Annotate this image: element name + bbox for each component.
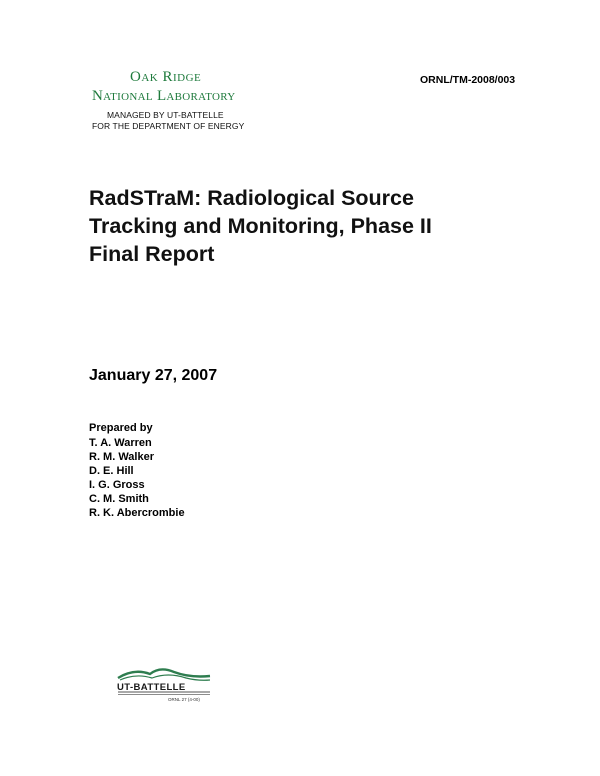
ut-battelle-wordmark: UT-BATTELLE: [117, 682, 186, 693]
author-name: C. M. Smith: [89, 493, 149, 505]
ornl-logo-line1: Oak Ridge: [130, 69, 202, 85]
author-name: I. G. Gross: [89, 479, 145, 491]
author-list: [89, 436, 185, 520]
author-name: T. A. Warren: [89, 437, 152, 449]
ornl-logo-line2: National Laboratory: [92, 88, 236, 104]
author-name: R. M. Walker: [89, 451, 154, 463]
form-code: ORNL 27 (4-00): [168, 697, 200, 702]
document-date: January 27, 2007: [89, 367, 218, 384]
prepared-by-label: Prepared by: [89, 422, 153, 434]
department-text: FOR THE DEPARTMENT OF ENERGY: [92, 121, 245, 131]
author-name: D. E. Hill: [89, 465, 134, 477]
document-title: [89, 184, 529, 268]
title-line-1: RadSTraM: Radiological Source: [89, 186, 414, 210]
report-number: ORNL/TM-2008/003: [420, 74, 516, 86]
title-line-3: Final Report: [89, 242, 215, 266]
author-name: R. K. Abercrombie: [89, 507, 185, 519]
managed-by-text: MANAGED BY UT-BATTELLE: [107, 110, 224, 120]
title-line-2: Tracking and Monitoring, Phase II: [89, 214, 432, 238]
